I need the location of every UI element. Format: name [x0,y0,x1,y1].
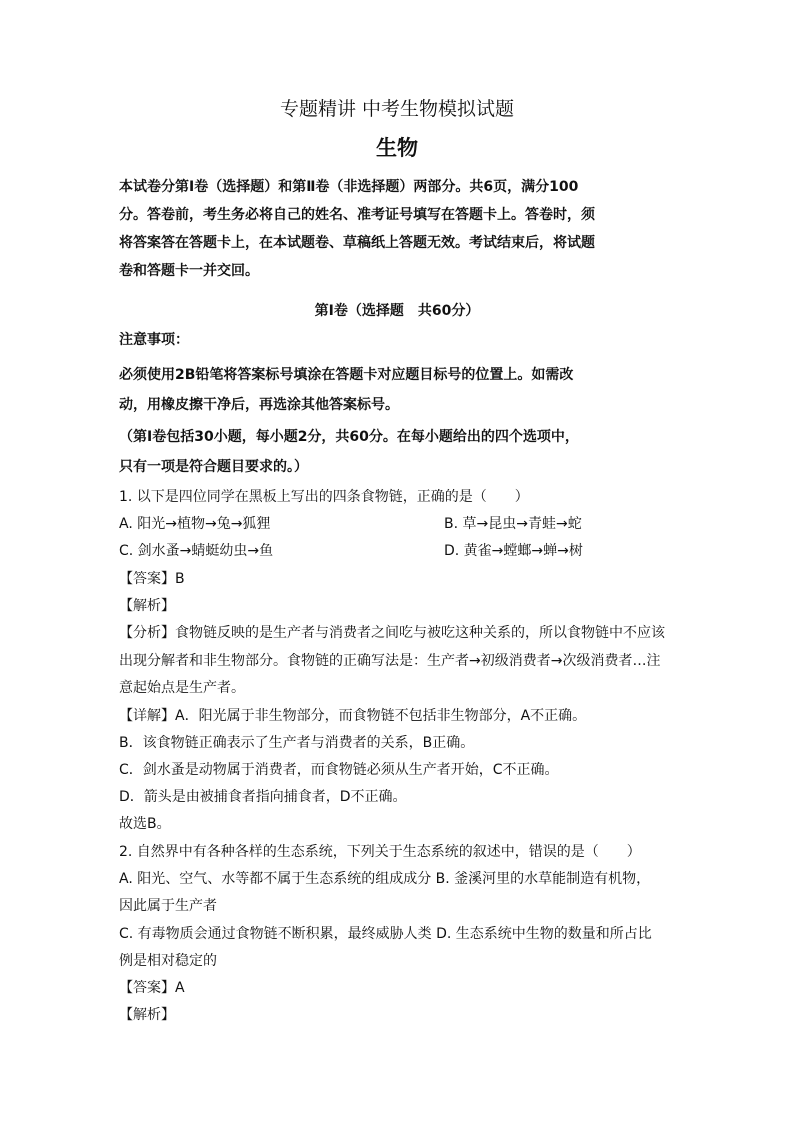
notice-title: 注意事项： [119,332,189,348]
question-2-analysis-label: 【解析】 [119,1007,175,1023]
question-1-detail-line-1: 【详解】A．阳光属于非生物部分，而食物链不包括非生物部分，A不正确。 [119,708,587,724]
question-1-detail-line-4: D．箭头是由被捕食者指向捕食者，D不正确。 [119,789,407,805]
notice-line-2: 动，用橡皮擦干净后，再选涂其他答案标号。 [119,397,399,413]
question-1-detail-line-2: B．该食物链正确表示了生产者与消费者的关系，B正确。 [119,735,475,751]
question-1-conclusion: 故选B。 [119,816,171,832]
page-title: 专题精讲 中考生物模拟试题 [279,98,515,120]
question-1-detail-line-3: C．剑水蚤是动物属于消费者，而食物链必须从生产者开始，C不正确。 [119,762,559,778]
question-1-option-c: C. 剑水蚤→蜻蜓幼虫→鱼 [119,543,274,559]
intro-line-4: 卷和答题卡一并交回。 [119,263,259,279]
section-heading: 第Ⅰ卷（选择题 共60分） [314,303,480,319]
intro-line-2: 分。答卷前，考生务必将自己的姓名、准考证号填写在答题卡上。答卷时，须 [119,207,595,223]
question-2-options-line-2: 因此属于生产者 [119,898,217,914]
question-1-option-b: B. 草→昆虫→青蛙→蛇 [444,516,582,532]
question-1-option-a: A. 阳光→植物→兔→狐狸 [119,516,271,532]
intro-line-1: 本试卷分第Ⅰ卷（选择题）和第Ⅱ卷（非选择题）两部分。共6页，满分100 [119,179,579,195]
question-2-options-line-4: 例是相对稳定的 [119,953,217,969]
question-1-analysis-line-2: 出现分解者和非生物部分。食物链的正确写法是：生产者→初级消费者→次级消费者…注 [119,653,661,669]
question-1-analysis-line-1: 【分析】食物链反映的是生产者与消费者之间吃与被吃这种关系的，所以食物链中不应该 [119,625,665,641]
question-2-answer: 【答案】A [119,980,185,996]
question-1-analysis-line-3: 意起始点是生产者。 [119,680,245,696]
intro-line-3: 将答案答在答题卡上，在本试题卷、草稿纸上答题无效。考试结束后，将试题 [119,235,595,251]
notice-line-1: 必须使用2B铅笔将答案标号填涂在答题卡对应题目标号的位置上。如需改 [119,367,574,383]
question-2-options-line-1: A. 阳光、空气、水等都不属于生态系统的组成成分 B. 釜溪河里的水草能制造有机物， [119,871,651,887]
question-1-analysis-label: 【解析】 [119,598,175,614]
question-1-stem: 1. 以下是四位同学在黑板上写出的四条食物链，正确的是（ ） [119,489,529,505]
question-2-stem: 2. 自然界中有各种各样的生态系统，下列关于生态系统的叙述中，错误的是（ ） [119,844,641,860]
instruction-line-2: 只有一项是符合题目要求的。） [119,459,308,475]
subject-heading: 生物 [376,136,418,160]
question-1-answer: 【答案】B [119,571,185,587]
question-2-options-line-3: C. 有毒物质会通过食物链不断积累，最终威胁人类 D. 生态系统中生物的数量和所占比 [119,926,652,942]
question-1-option-d: D. 黄雀→螳螂→蝉→树 [444,543,583,559]
instruction-line-1: （第Ⅰ卷包括30小题，每小题2分，共60分。在每小题给出的四个选项中， [119,429,579,445]
